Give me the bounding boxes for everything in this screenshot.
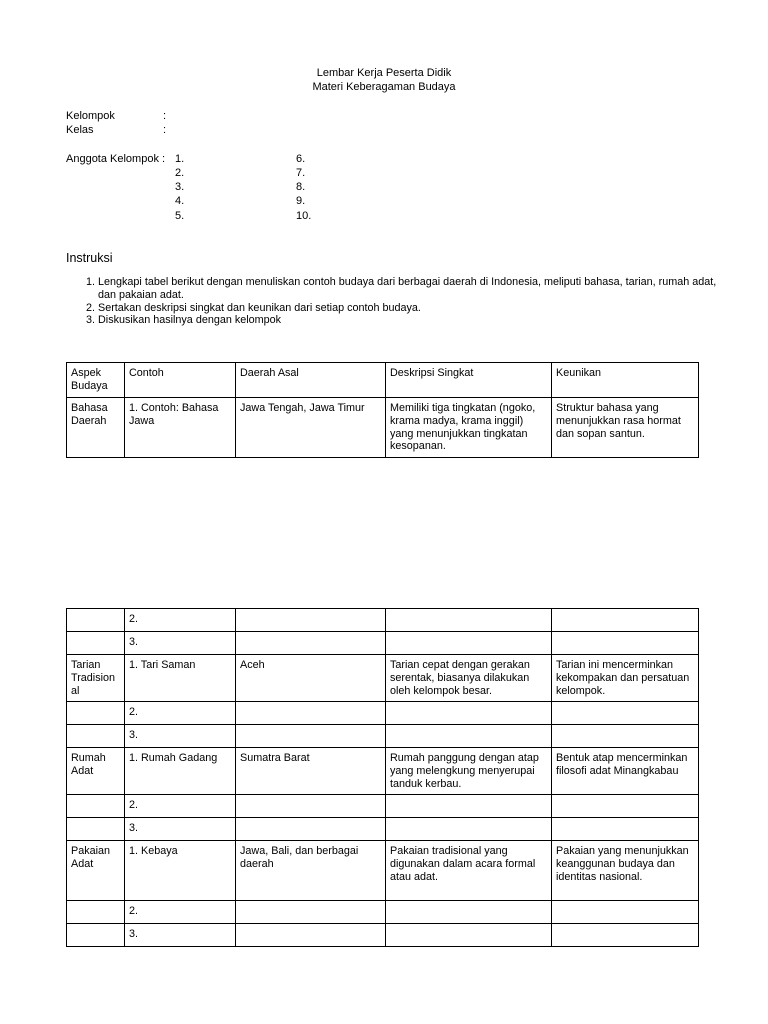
instructions-list <box>66 276 728 327</box>
table-cell <box>236 609 386 632</box>
table-row <box>67 841 699 901</box>
table-cell: 1. Contoh: Bahasa Jawa <box>125 398 236 458</box>
table-cell <box>236 632 386 655</box>
table-cell <box>67 632 125 655</box>
member-number: 5. <box>175 210 185 222</box>
table-cell <box>552 632 699 655</box>
header-cell: Deskripsi Singkat <box>386 363 552 398</box>
page-title: Lembar Kerja Peserta Didik <box>316 67 452 79</box>
table-cell: Bentuk atap mencerminkan filosofi adat Minangkabau <box>552 748 699 795</box>
table-cell <box>386 924 552 947</box>
table-cell <box>552 924 699 947</box>
culture-table-continued <box>66 608 699 947</box>
table-header-row <box>67 363 699 398</box>
table-row <box>67 632 699 655</box>
table-cell: 3. <box>125 924 236 947</box>
table-cell <box>67 609 125 632</box>
table-cell: 2. <box>125 609 236 632</box>
table-cell: 3. <box>125 818 236 841</box>
table-cell <box>386 901 552 924</box>
table-cell <box>236 702 386 725</box>
member-number: 8. <box>296 181 306 193</box>
table-cell <box>552 702 699 725</box>
table-cell: Tarian Tradisional <box>67 655 125 702</box>
page-subtitle: Materi Keberagaman Budaya <box>312 81 456 93</box>
table-row <box>67 818 699 841</box>
table-row <box>67 398 699 458</box>
table-cell: 3. <box>125 725 236 748</box>
table-cell <box>236 901 386 924</box>
table-cell: Pakaian tradisional yang digunakan dalam acara formal atau adat. <box>386 841 552 901</box>
member-number: 2. <box>175 167 185 179</box>
table-cell <box>386 818 552 841</box>
table-row <box>67 725 699 748</box>
table-cell <box>386 795 552 818</box>
table-cell: Rumah Adat <box>67 748 125 795</box>
member-number: 6. <box>296 153 306 165</box>
table-cell: 1. Kebaya <box>125 841 236 901</box>
table-cell: 2. <box>125 795 236 818</box>
table-cell <box>67 702 125 725</box>
table-cell: Jawa, Bali, dan berbagai daerah <box>236 841 386 901</box>
instruction-item: 1. Lengkapi tabel berikut dengan menuliskan contoh budaya dari berbagai daerah di Indonesia, meliputi bahasa, tarian, rumah adat, dan pakaian adat. <box>98 276 728 302</box>
member-number: 10. <box>296 210 312 222</box>
table-row <box>67 655 699 702</box>
table-cell <box>552 795 699 818</box>
table-cell: Struktur bahasa yang menunjukkan rasa hormat dan sopan santun. <box>552 398 699 458</box>
kelas-colon: : <box>163 124 167 136</box>
instruction-item: 2. Sertakan deskripsi singkat dan keunikan dari setiap contoh budaya. <box>98 302 728 315</box>
table-cell: Aceh <box>236 655 386 702</box>
header-cell: Keunikan <box>552 363 699 398</box>
table-cell <box>67 901 125 924</box>
table-cell: Pakaian yang menunjukkan keanggunan budaya dan identitas nasional. <box>552 841 699 901</box>
kelompok-colon: : <box>163 110 167 122</box>
table-cell: 2. <box>125 702 236 725</box>
table-cell: Memiliki tiga tingkatan (ngoko, krama madya, krama inggil) yang menunjukkan tingkatan kesopanan. <box>386 398 552 458</box>
table-cell <box>386 632 552 655</box>
table-cell <box>552 818 699 841</box>
kelas-label: Kelas <box>66 124 94 136</box>
table-cell <box>236 795 386 818</box>
table-cell <box>552 901 699 924</box>
table-cell <box>552 725 699 748</box>
header-cell: Contoh <box>125 363 236 398</box>
table-row <box>67 924 699 947</box>
table-cell <box>67 924 125 947</box>
header-cell: Daerah Asal <box>236 363 386 398</box>
table-cell <box>386 702 552 725</box>
member-number: 4. <box>175 195 185 207</box>
table-cell <box>236 924 386 947</box>
table-cell <box>236 818 386 841</box>
table-cell: 3. <box>125 632 236 655</box>
table-cell: 2. <box>125 901 236 924</box>
member-number: 1. <box>175 153 185 165</box>
table-row <box>67 901 699 924</box>
instruction-item: 3. Diskusikan hasilnya dengan kelompok <box>98 314 728 327</box>
table-cell: Rumah panggung dengan atap yang melengkung menyerupai tanduk kerbau. <box>386 748 552 795</box>
table-cell <box>552 609 699 632</box>
table-cell: Tarian ini mencerminkan kekompakan dan persatuan kelompok. <box>552 655 699 702</box>
table-cell: Tarian cepat dengan gerakan serentak, biasanya dilakukan oleh kelompok besar. <box>386 655 552 702</box>
table-cell: Sumatra Barat <box>236 748 386 795</box>
member-number: 7. <box>296 167 306 179</box>
kelompok-label: Kelompok <box>66 110 115 122</box>
anggota-label: Anggota Kelompok : <box>66 153 166 165</box>
table-row <box>67 748 699 795</box>
member-number: 9. <box>296 195 306 207</box>
table-row <box>67 609 699 632</box>
table-cell: Jawa Tengah, Jawa Timur <box>236 398 386 458</box>
table-row <box>67 702 699 725</box>
member-number: 3. <box>175 181 185 193</box>
header-cell: Aspek Budaya <box>67 363 125 398</box>
table-cell: Bahasa Daerah <box>67 398 125 458</box>
table-cell <box>67 725 125 748</box>
instructions-heading: Instruksi <box>66 251 113 265</box>
table-cell <box>386 609 552 632</box>
table-cell: 1. Rumah Gadang <box>125 748 236 795</box>
table-cell <box>236 725 386 748</box>
table-cell: Pakaian Adat <box>67 841 125 901</box>
table-cell <box>386 725 552 748</box>
table-cell <box>67 818 125 841</box>
table-cell <box>67 795 125 818</box>
table-cell: 1. Tari Saman <box>125 655 236 702</box>
culture-table <box>66 362 699 458</box>
table-row <box>67 795 699 818</box>
